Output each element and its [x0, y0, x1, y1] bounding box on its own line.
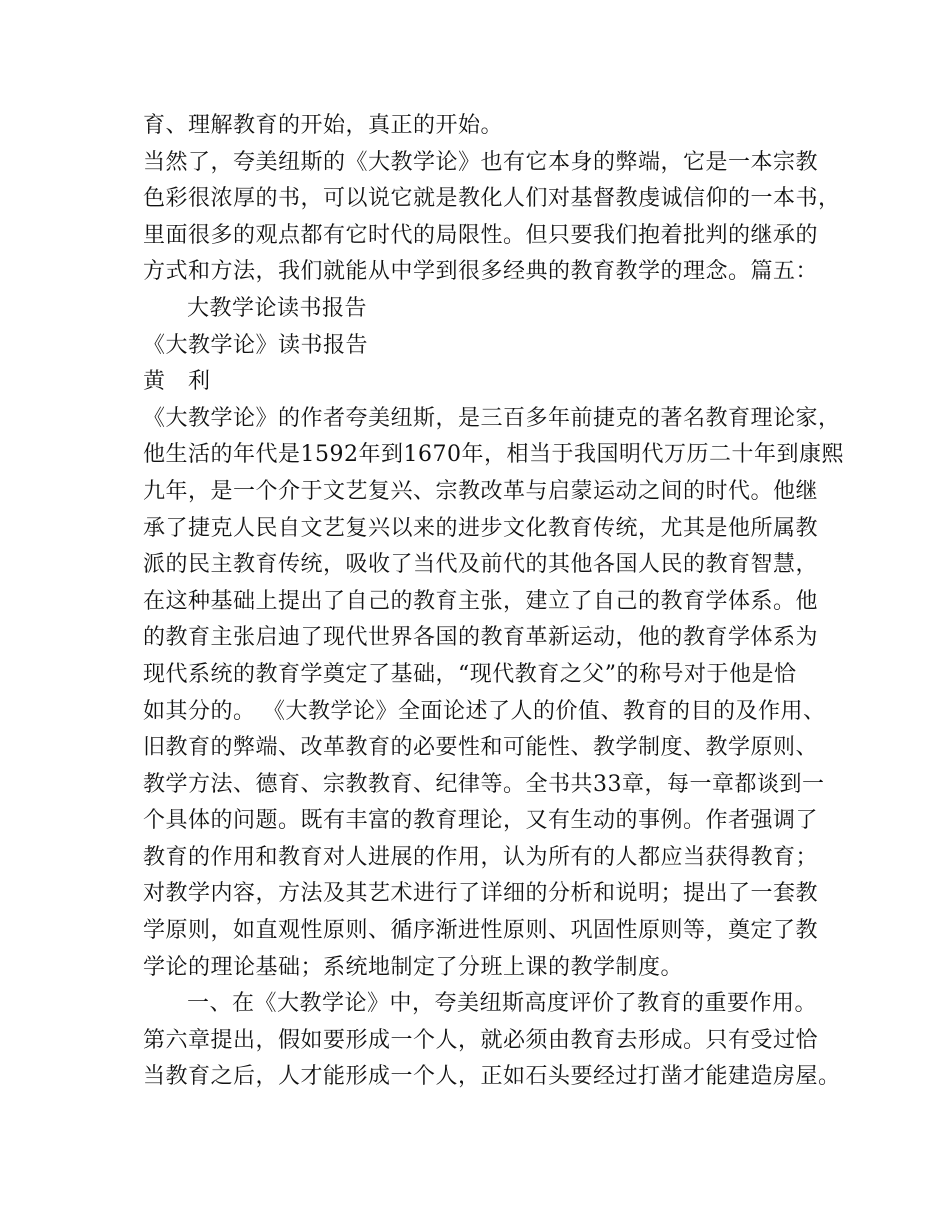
text-line: 他生活的年代是1592年到1670年，相当于我国明代万历二十年到康熙: [143, 442, 844, 468]
text-line: 派的民主教育传统，吸收了当代及前代的其他各国人民的教育智慧，: [143, 552, 819, 578]
text-line: 方式和方法，我们就能从中学到很多经典的教育教学的理念。篇五：: [143, 259, 819, 285]
text-line: 当然了，夸美纽斯的《大教学论》也有它本身的弊端，它是一本宗教: [143, 149, 819, 175]
text-line: 里面很多的观点都有它时代的局限性。但只要我们抱着批判的继承的: [143, 222, 819, 248]
report-title: 《大教学论》读书报告: [143, 332, 369, 358]
text-line: 《大教学论》的作者夸美纽斯，是三百多年前捷克的著名教育理论家，: [143, 405, 841, 431]
text-line: 九年，是一个介于文艺复兴、宗教改革与启蒙运动之间的时代。他继: [143, 478, 819, 504]
text-line: 旧教育的弊端、改革教育的必要性和可能性、教学制度、教学原则、: [143, 735, 819, 761]
text-line: 教育的作用和教育对人进展的作用，认为所有的人都应当获得教育；: [143, 844, 819, 870]
text-line: 的教育主张启迪了现代世界各国的教育革新运动，他的教育学体系为: [143, 625, 819, 651]
text-line: 学论的理论基础；系统地制定了分班上课的教学制度。: [143, 954, 684, 980]
text-line: 当教育之后，人才能形成一个人，正如石头要经过打凿才能建造房屋。: [143, 1064, 841, 1090]
document-body: [143, 108, 844, 1096]
text-line: 在这种基础上提出了自己的教育主张，建立了自己的教育学体系。他: [143, 588, 819, 614]
author-name: 黄 利: [143, 369, 211, 395]
text-line: 教学方法、德育、宗教教育、纪律等。全书共33章，每一章都谈到一: [143, 771, 825, 797]
text-line: 个具体的问题。既有丰富的教育理论，又有生动的事例。作者强调了: [143, 808, 819, 834]
text-line: 育、理解教育的开始，真正的开始。: [143, 113, 504, 138]
text-line: 学原则，如直观性原则、循序渐进性原则、巩固性原则等，奠定了教: [143, 918, 819, 944]
section-heading: 大教学论读书报告: [187, 295, 368, 321]
text-line: 对教学内容，方法及其艺术进行了详细的分析和说明；提出了一套教: [143, 881, 819, 907]
text-line: 第六章提出，假如要形成一个人，就必须由教育去形成。只有受过恰: [143, 1027, 819, 1053]
text-line: 现代系统的教育学奠定了基础，“现代教育之父”的称号对于他是恰: [143, 661, 797, 687]
text-line: 如其分的。 《大教学论》全面论述了人的价值、教育的目的及作用、: [143, 698, 826, 724]
paragraph-start: 一、在《大教学论》中，夸美纽斯高度评价了教育的重要作用。: [187, 991, 818, 1017]
text-line: 承了捷克人民自文艺复兴以来的进步文化教育传统，尤其是他所属教: [143, 515, 819, 541]
text-line: 色彩很浓厚的书，可以说它就是教化人们对基督教虔诚信仰的一本书，: [143, 186, 841, 212]
